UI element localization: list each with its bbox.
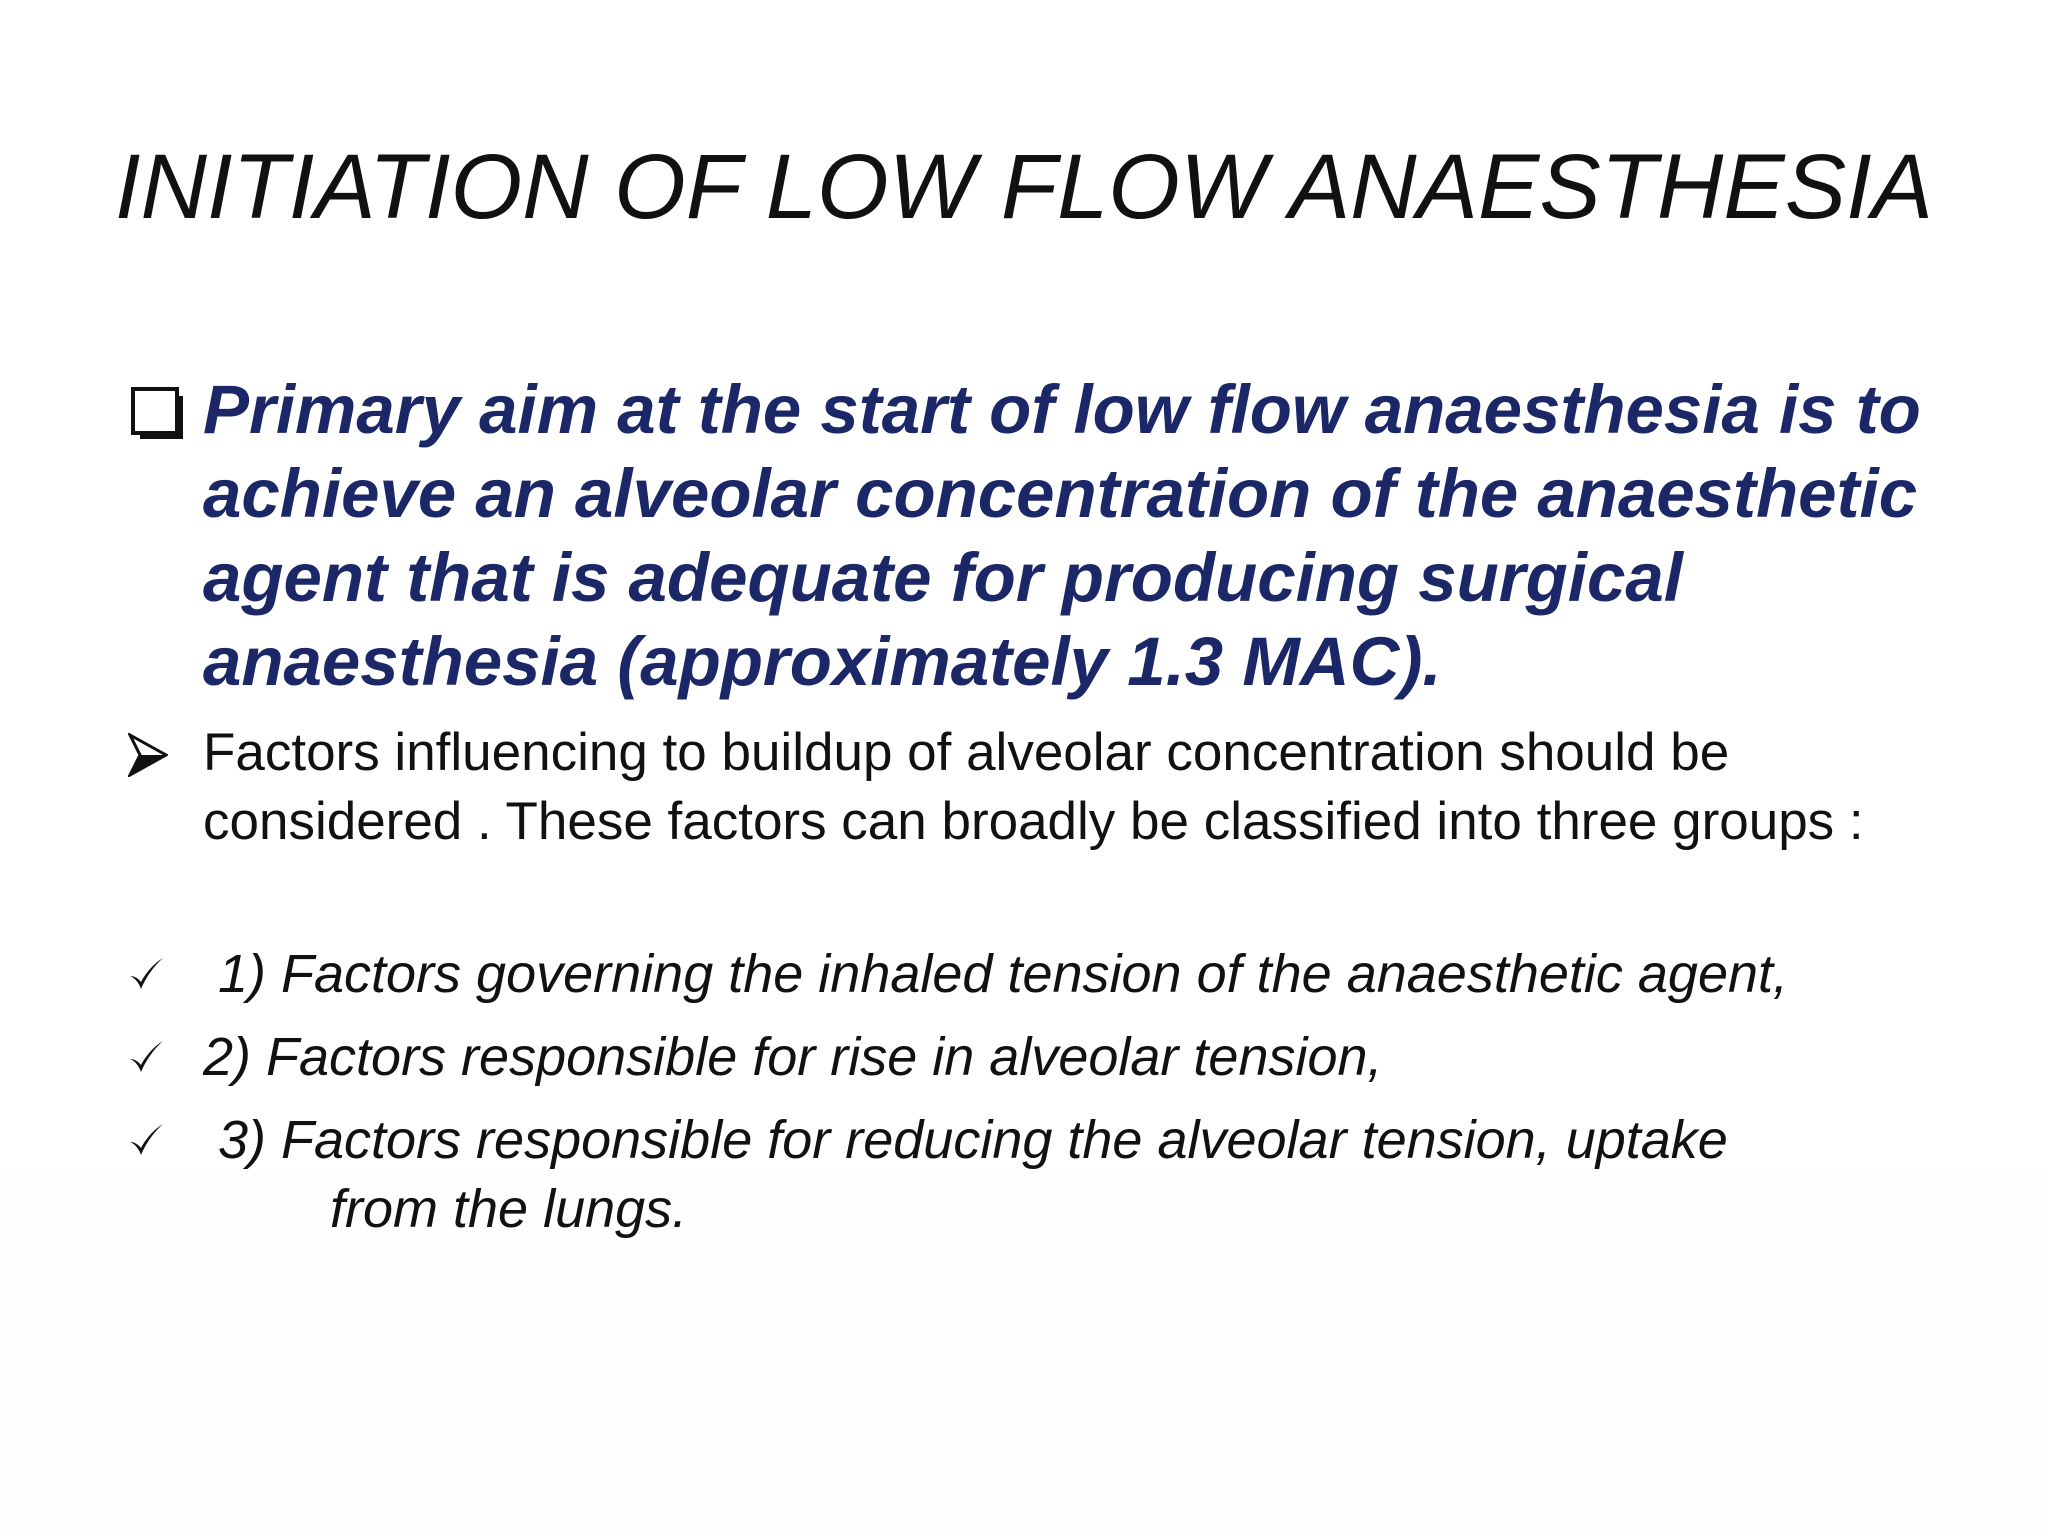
slide-title: INITIATION OF LOW FLOW ANAESTHESIA bbox=[114, 136, 1934, 238]
checkbox-square-icon bbox=[131, 387, 185, 441]
arrow-right-icon bbox=[128, 733, 168, 777]
check-point-2-text: 2) Factors responsible for rise in alveolar tension, bbox=[203, 1027, 1383, 1087]
checkmark-icon bbox=[127, 1121, 165, 1159]
check-point-3-continuation: from the lungs. bbox=[330, 1179, 688, 1239]
checkmark-icon bbox=[127, 1038, 165, 1076]
check-point-1-text: 1) Factors governing the inhaled tension of the anaesthetic agent, bbox=[218, 944, 1789, 1004]
arrow-point-text: Factors influencing to buildup of alveolar concentration should be considered . These factors can broadly be classified into three groups : bbox=[203, 723, 1864, 851]
checkmark-icon bbox=[127, 955, 165, 993]
primary-point-text: Primary aim at the start of low flow anaesthesia is to achieve an alveolar concentration of the anaesthetic agent that is adequate for producing surgical anaesthesia (approximately 1.3 MAC). bbox=[203, 371, 1921, 700]
check-point-3-text: 3) Factors responsible for reducing the alveolar tension, uptake bbox=[218, 1110, 1728, 1170]
